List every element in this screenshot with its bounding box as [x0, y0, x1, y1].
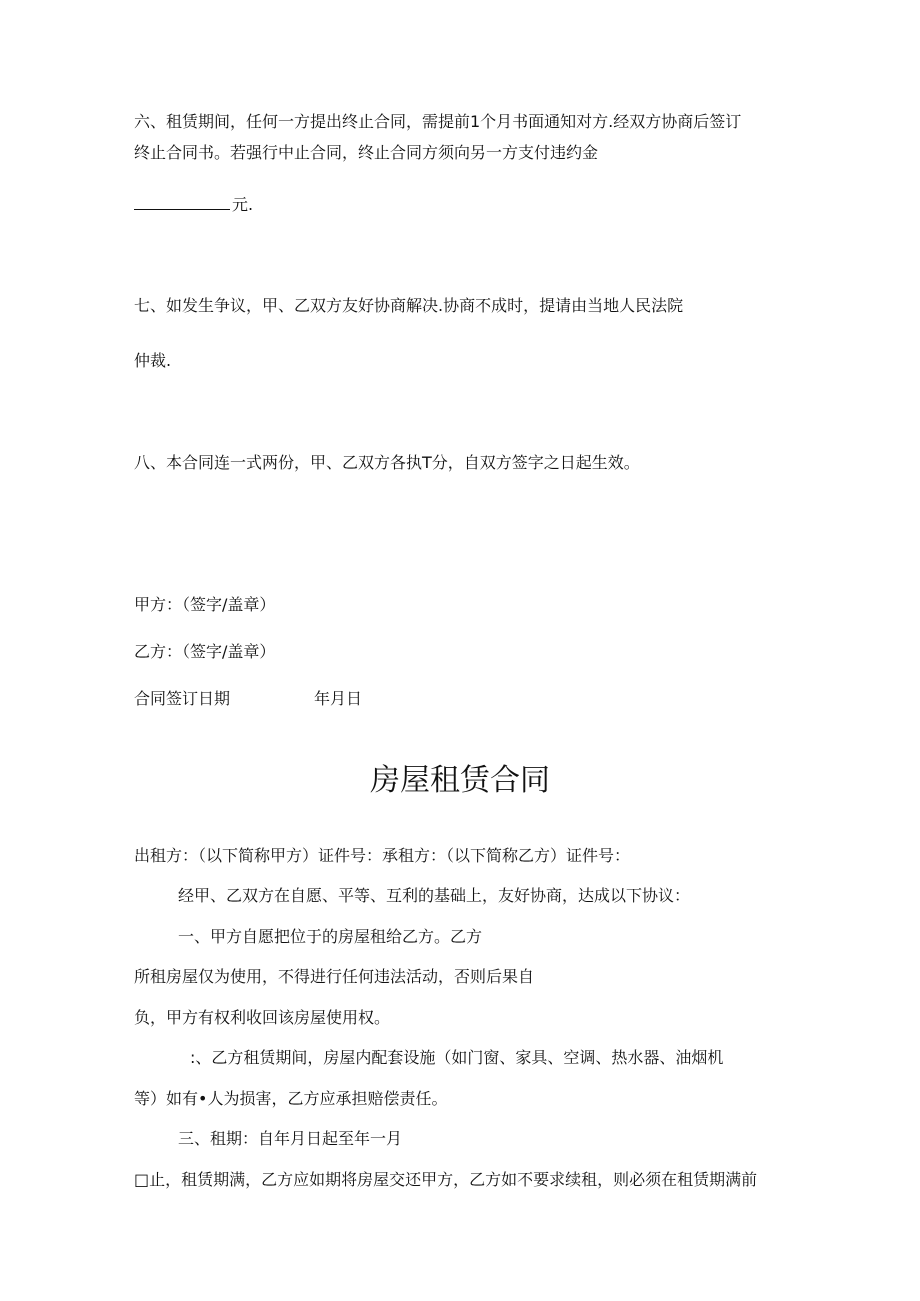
clause-6-line-1: 六、租赁期间，任何一方提出终止合同，需提前1个月书面通知对方.经双方协商后签订 [134, 112, 742, 131]
contract-intro: 经甲、乙双方在自愿、平等、互利的基础上，友好协商，达成以下协议： [178, 886, 691, 905]
contract-title: 房屋租赁合同 [370, 763, 550, 798]
clause-1-line-1: 一、甲方自愿把位于的房屋租给乙方。乙方 [178, 927, 483, 946]
penalty-unit: 元. [232, 195, 254, 214]
clause-2-line-2: 等）如有•人为损害，乙方应承担赔偿责任。 [134, 1089, 448, 1108]
signing-date-value: 年月日 [314, 689, 363, 708]
clause-7-line-2: 仲裁. [134, 351, 172, 370]
clause-8-line-1: 八、本合同连一式两份，甲、乙双方各执T分，自双方签字之日起生效。 [134, 453, 640, 472]
party-b-signature: 乙方：（签字/盖章） [134, 642, 276, 661]
signing-date-label: 合同签订日期 [134, 689, 231, 708]
party-a-signature: 甲方：（签字/盖章） [134, 595, 276, 614]
clause-2-line-1: :、乙方租赁期间，房屋内配套设施（如门窗、家具、空调、热水器、油烟机 [190, 1048, 724, 1067]
contract-parties: 出租方：（以下简称甲方）证件号：承租方：（以下简称乙方）证件号： [134, 846, 631, 865]
clause-3-line-2: □止，租赁期满，乙方应如期将房屋交还甲方，乙方如不要求续租，则必须在租赁期满前 [134, 1170, 758, 1189]
clause-7-line-1: 七、如发生争议，甲、乙双方友好协商解决.协商不成时，提请由当地人民法院 [134, 296, 684, 315]
clause-6-line-2: 终止合同书。若强行中止合同，终止合同方须向另一方支付违约金 [134, 143, 599, 162]
penalty-amount-blank [134, 195, 230, 210]
signing-date [134, 689, 362, 709]
clause-1-line-3: 负，甲方有权利收回该房屋使用权。 [134, 1008, 391, 1027]
clause-1-line-2: 所租房屋仅为使用，不得进行任何违法活动，否则后果自 [134, 967, 535, 986]
clause-6-line-3 [134, 195, 253, 215]
clause-3-line-1: 三、租期：自年月日起至年一月 [178, 1129, 403, 1148]
